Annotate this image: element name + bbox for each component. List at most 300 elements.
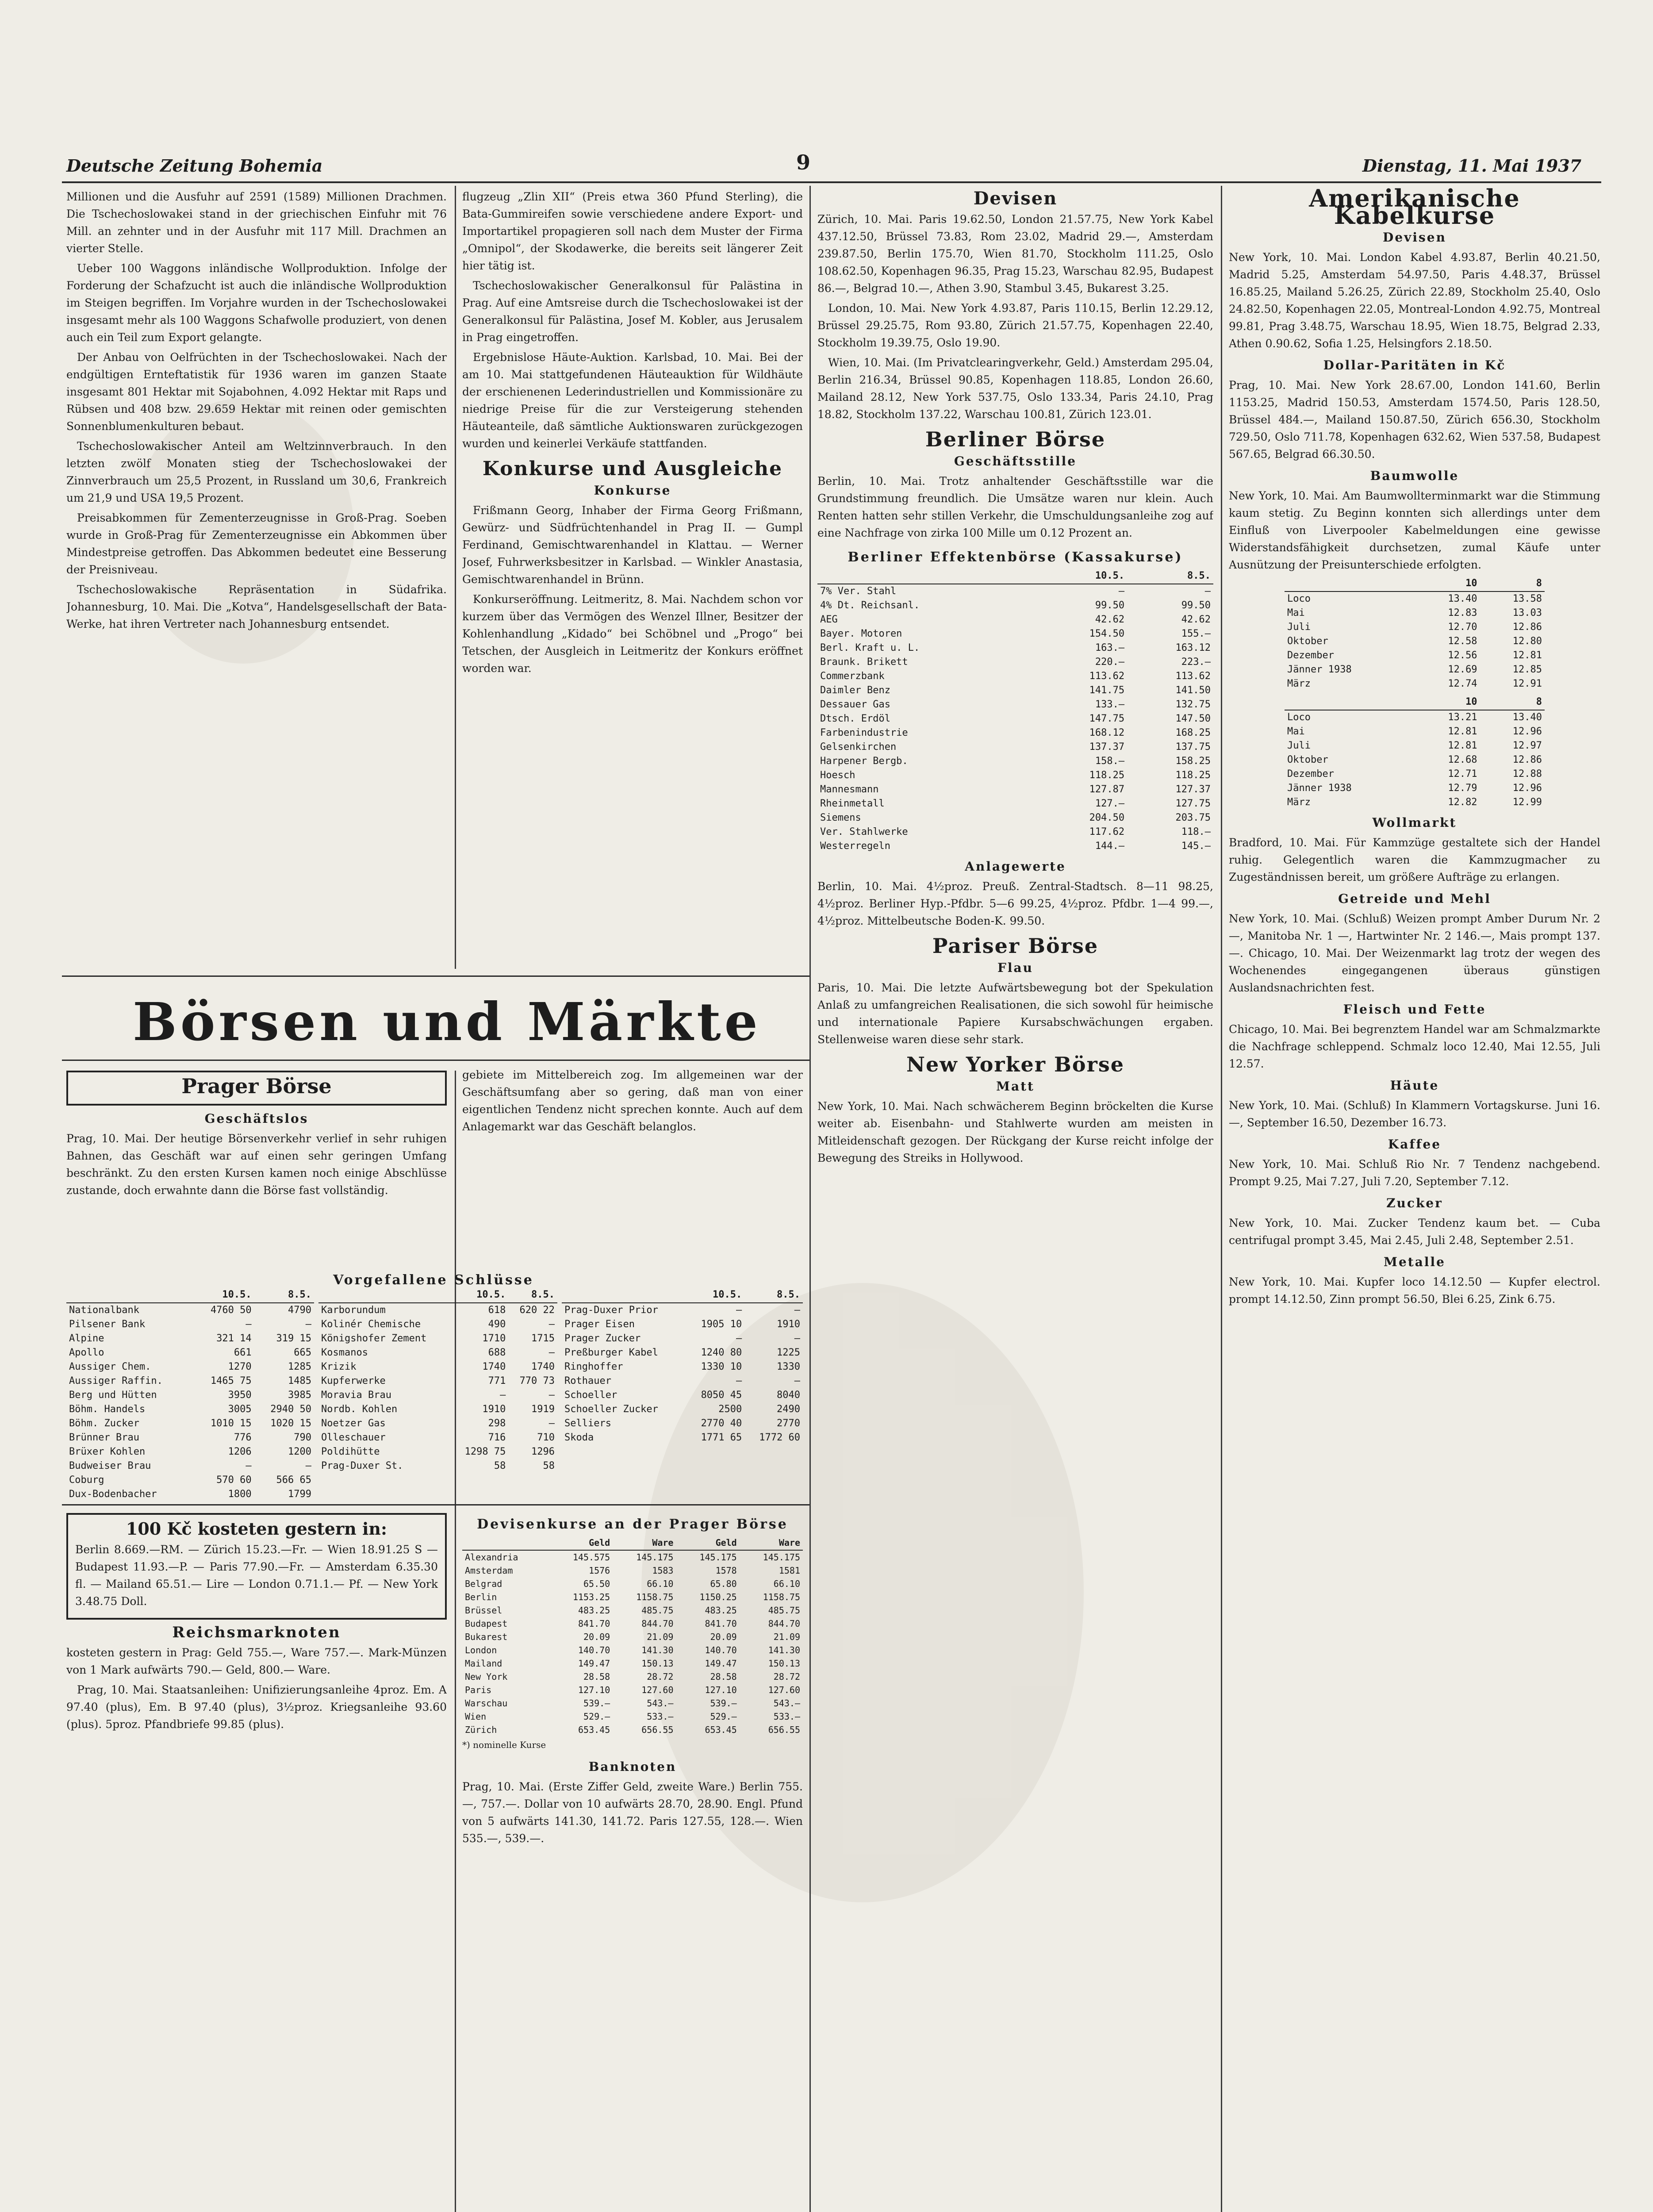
cell-value: 13.21 [1448,712,1477,723]
cell-value: — [1204,586,1211,597]
cell-value: 656.55 [641,1724,674,1735]
table-row [1285,781,1545,795]
table-row [817,712,1213,726]
table-header [1285,695,1415,710]
table-row [1285,591,1545,606]
table-row [562,1332,803,1346]
table-header: 10.5. [687,1287,745,1303]
cell-value: 529.— [710,1711,737,1722]
row-label: Skoda [564,1432,594,1443]
cell-value: 65.50 [583,1578,610,1589]
cell-value: 3985 [288,1390,311,1401]
cell-value: 12.99 [1512,797,1542,808]
row-label: Oktober [1287,636,1328,647]
row-label: Mai [1287,607,1305,618]
article-paragraph: Frißmann Georg, Inhaber der Firma Georg Frißmann, Gewürz- und Südfrüchtenhandel in Prag II. — Gumpl Ferdinand, Gemischtwarenhandel in Klattau. — Werner Josef, Fuhrwerksbesitzer in Karlsbad. — Winkler Anastasia, Gemischtwarenhandel in Brünn. [462,504,803,586]
cell-value: 28.58 [583,1671,610,1682]
cell-value: 298 [488,1418,506,1429]
table-row [318,1332,557,1346]
cell-value: 1740 [482,1361,506,1372]
table-row [66,1346,314,1360]
cell-value: 145.175 [636,1552,674,1563]
section-subheading: Fleisch und Fette [1343,1002,1486,1017]
row-label: Kolinér Chemische [321,1319,421,1330]
table-row [462,1670,803,1683]
cell-value: 790 [294,1432,311,1443]
schluesse-table-2 [318,1287,557,1500]
table-row [817,669,1213,684]
row-label: Aussiger Chem. [69,1361,151,1372]
prager-boerse-box [66,1071,447,1106]
row-label: Bayer. Motoren [820,628,902,639]
cell-value: 12.86 [1512,754,1542,765]
section-subheading: Zucker [1386,1196,1443,1210]
table-row [817,797,1213,811]
row-label: Coburg [69,1475,104,1486]
row-label: Karborundum [321,1305,386,1316]
table-row [66,1374,314,1388]
row-label: Farbenindustrie [820,727,908,738]
cell-value: 28.72 [647,1671,674,1682]
row-label: Westerregeln [820,841,890,852]
table-header: 10 [1415,695,1480,710]
cell-value: 145.175 [699,1552,737,1563]
cell-value: 20.09 [583,1632,610,1642]
section-subheading: Kaffee [1388,1137,1442,1152]
table-row [318,1346,557,1360]
article-paragraph: Berlin, 10. Mai. 4½proz. Preuß. Zentral-Stadtsch. 8—11 98.25, 4½proz. Berliner Hyp.-Pfdbr. 5—6 99.25, 4½proz. Pfdbr. 1—4 99.—, 4½proz. Mittelbeutsche Boden-K. 99.50. [817,880,1213,927]
cell-value: 28.58 [710,1671,737,1682]
cell-value: 223.— [1181,657,1211,668]
table-header [318,1287,453,1303]
cell-value: 28.72 [773,1671,800,1682]
cell-value: 2770 40 [701,1418,742,1429]
cell-value: — [548,1418,555,1429]
cell-value: 118.— [1181,826,1211,837]
cell-value: 141.50 [1175,685,1211,696]
article-paragraph: Tschechoslowakische Repräsentation in Südafrika. Johannesburg, 10. Mai. Die „Kotva“, Handelsgesellschaft der Bata-Werke, hat ihren Vertreter nach Johannesburg entsendet. [66,583,447,630]
cell-value: 1800 [228,1489,252,1500]
cell-value: 113.62 [1089,671,1125,682]
cell-value: — [548,1390,555,1401]
row-label: Mailand [465,1658,502,1669]
cell-value: 13.40 [1448,593,1477,604]
row-label: Kosmanos [321,1347,368,1358]
section-subheading: Dollar-Paritäten in Kč [1323,358,1506,373]
table-row [462,1590,803,1604]
section-heading: New Yorker Börse [906,1052,1125,1076]
cell-value: 66.10 [773,1578,800,1589]
cell-value: 12.97 [1512,740,1542,751]
cell-value: 13.40 [1512,712,1542,723]
article-paragraph: Prag, 10. Mai. (Erste Ziffer Geld, zweite Ware.) Berlin 755.—, 757.—. Dollar von 10 aufwärts 28.70, 28.90. Engl. Pfund von 5 aufwärts 141.30, 141.72. Paris 127.55, 128.—. Wien 535.—, 539.—. [462,1780,803,1845]
row-label: Braunk. Brikett [820,657,908,668]
table-header: 8.5. [254,1287,314,1303]
article-paragraph: New York, 10. Mai. (Schluß) Weizen prompt Amber Durum Nr. 2 —, Manitoba Nr. 1 —, Hartwinter Nr. 2 146.—, Mais prompt 137.—. Chicago, 10. Mai. Der Weizenmarkt lag trotz der wegen des Wochenendes eingegangenen überaus günstigen Auslandsnachrichten fest. [1229,912,1600,994]
cell-value: — [245,1319,252,1330]
cell-value: 490 [488,1319,506,1330]
cell-value: 1010 15 [210,1418,252,1429]
effekten-title: Berliner Effektenbörse (Kassakurse) [848,549,1183,565]
devisenkurse-section [462,1509,803,2212]
cell-value: 529.— [583,1711,610,1722]
article-paragraph: Wien, 10. Mai. (Im Privatclearingverkehr, Geld.) Amsterdam 295.04, Berlin 216.34, Brüssel 90.85, Kopenhagen 118.85, London 26.60, Mailand 28.12, New York 537.75, Oslo 133.34, Paris 24.10, Prag 18.82, Stockholm 137.22, Warschau 100.81, Zürich 123.01. [817,356,1213,421]
row-label: Preßburger Kabel [564,1347,658,1358]
cell-value: 99.50 [1095,600,1125,611]
table-header: 10.5. [1041,568,1127,584]
table-row [1285,753,1545,767]
table-header [562,1287,687,1303]
cell-value: 618 [488,1305,506,1316]
row-label: Schoeller [564,1390,617,1401]
cell-value: 543.— [773,1698,800,1709]
table-row [1285,634,1545,649]
cell-value: 485.75 [641,1605,674,1616]
cell-value: 12.85 [1512,664,1542,675]
row-label: Commerzbank [820,671,885,682]
section-heading: Pariser Börse [932,934,1099,958]
row-label: Moravia Brau [321,1390,391,1401]
row-label: Prag-Duxer St. [321,1460,403,1471]
table-header: 10.5. [194,1287,254,1303]
row-label: Nordb. Kohlen [321,1404,398,1415]
table-row [817,599,1213,613]
cell-value: 1020 15 [270,1418,311,1429]
table-row [817,726,1213,740]
column-divider [455,186,456,969]
table-row [318,1360,557,1374]
table-row [562,1402,803,1417]
section-subheading: Flau [997,960,1033,975]
column-divider [455,1071,456,2212]
cell-value: — [245,1460,252,1471]
date-line: Dienstag, 11. Mai 1937 [1362,156,1582,176]
cell-value: 12.81 [1448,740,1477,751]
row-label: 7% Ver. Stahl [820,586,897,597]
cell-value: 1158.75 [636,1592,674,1602]
table-row [817,768,1213,783]
section-subheading: Reichsmarknoten [172,1624,341,1641]
kc-box [66,1513,447,1620]
table-header: 10 [1415,576,1480,591]
cell-value: 1740 [531,1361,555,1372]
article-paragraph: Prag, 10. Mai. New York 28.67.00, London 141.60, Berlin 1153.25, Madrid 150.53, Amsterdam 1574.50, Paris 128.50, Brüssel 484.—, Mailand 150.87.50, Zürich 656.30, Stockholm 729.50, Oslo 711.78, Kopenhagen 632.62, Wien 537.58, Budapest 567.65, Belgrad 66.30.50. [1229,379,1600,461]
table-row [817,627,1213,641]
cell-value: 485.75 [768,1605,800,1616]
row-label: Warschau [465,1698,508,1709]
schluesse-title: Vorgefallene Schlüsse [333,1272,534,1288]
cell-value: 12.81 [1448,726,1477,737]
table-row [462,1644,803,1657]
cell-value: 12.69 [1448,664,1477,675]
table-header: 8.5. [508,1287,557,1303]
section-subheading: Geschäftsstille [954,454,1077,469]
cell-value: 132.75 [1175,699,1211,710]
article-paragraph: Tschechoslowakischer Generalkonsul für Palästina in Prag. Auf eine Amtsreise durch die Tschechoslowakei ist der Generalkonsul für Palästina, Josef M. Kobler, aus Jerusalem in Prag eingetroffen. [462,279,803,344]
cell-value: 710 [537,1432,555,1443]
cell-value: 145.— [1181,841,1211,852]
cell-value: 656.55 [768,1724,800,1735]
cell-value: 147.50 [1175,713,1211,724]
table-row [1285,649,1545,663]
row-label: Ver. Stahlwerke [820,826,908,837]
table-row [66,1445,314,1459]
row-label: Prager Eisen [564,1319,635,1330]
cell-value: 4790 [288,1305,311,1316]
cell-value: 12.96 [1512,783,1542,794]
table-row [462,1617,803,1630]
table-row [318,1445,557,1459]
row-label: Alpine [69,1333,104,1344]
cell-value: 1910 [482,1404,506,1415]
cell-value: 1905 10 [701,1319,742,1330]
row-label: Noetzer Gas [321,1418,386,1429]
cell-value: 158.— [1095,756,1125,767]
table-row [817,825,1213,839]
prager-boerse-title: Prager Börse [181,1074,332,1098]
cell-value: 12.56 [1448,650,1477,661]
cell-value: 163.— [1095,642,1125,653]
kabelkurse-title: Amerikanische Kabelkurse [1309,188,1520,230]
table-row [462,1723,803,1736]
cell-value: 127.37 [1175,784,1211,795]
table-row [462,1550,803,1564]
cell-value: 127.75 [1175,798,1211,809]
row-label: London [465,1645,497,1655]
table-header [1285,576,1415,591]
row-label: Harpener Bergb. [820,756,908,767]
article-paragraph: Millionen und die Ausfuhr auf 2591 (1589) Millionen Drachmen. Die Tschechoslowakei stand in der griechischen Einfuhr mit 76 Mill. an zehnter und in der Ausfuhr mit 117 Mill. Drachmen an vierter Stelle. [66,190,447,255]
article-paragraph: New York, 10. Mai. Nach schwächerem Beginn bröckelten die Kurse weiter ab. Eisenbahn- und Stahlwerte wurden am meisten in Mitleidenschaft gezogen. Der Rückgang der Kurse reicht infolge der Bewegung des Streiks in Hollywood. [817,1100,1213,1164]
cell-value: 1298 75 [464,1446,506,1457]
table-row [1285,606,1545,620]
prager-boerse-intro [66,1066,447,1261]
cell-value: 844.70 [641,1618,674,1629]
table-row [817,740,1213,754]
cell-value: 2770 [777,1418,800,1429]
cell-value: 58 [543,1460,555,1471]
article-paragraph: kosteten gestern in Prag: Geld 755.—, Ware 757.—. Mark-Münzen von 1 Mark aufwärts 790.— Geld, 800.— Ware. [66,1646,447,1676]
table-row [562,1374,803,1388]
cell-value: 137.37 [1089,741,1125,753]
column-1-lower [66,1509,447,2212]
table-row [318,1417,557,1431]
cell-value: 12.79 [1448,783,1477,794]
cell-value: 118.25 [1175,770,1211,781]
cell-value: 3005 [228,1404,252,1415]
section-subheading: Getreide und Mehl [1338,891,1491,906]
row-label: Juli [1287,622,1311,633]
table-header [462,1536,549,1550]
row-label: Siemens [820,812,861,823]
table-row [66,1459,314,1473]
table-row [462,1697,803,1710]
cell-value: 1330 10 [701,1361,742,1372]
cell-value: 653.45 [705,1724,737,1735]
column-1-upper [66,188,447,967]
row-label: Hoesch [820,770,855,781]
cell-value: 147.75 [1089,713,1125,724]
table-row [66,1473,314,1487]
row-label: Budapest [465,1618,508,1629]
cell-value: 716 [488,1432,506,1443]
cell-value: — [1118,586,1125,597]
section-subheading: Wollmarkt [1372,815,1457,830]
row-label: Amsterdam [465,1565,513,1576]
article-paragraph: New York, 10. Mai. (Schluß) In Klammern Vortagskurse. Juni 16.—, September 16.50, Dezember 16.73. [1229,1099,1600,1129]
cell-value: — [305,1460,311,1471]
table-header: 8 [1480,576,1545,591]
cell-value: 1285 [288,1361,311,1372]
cell-value: 144.— [1095,841,1125,852]
row-label: Dezember [1287,650,1334,661]
cell-value: 771 [488,1375,506,1386]
cell-value: 12.74 [1448,678,1477,689]
row-label: Prag-Duxer Prior [564,1305,658,1316]
cell-value: 12.70 [1448,622,1477,633]
table-row [66,1360,314,1374]
cell-value: 661 [234,1347,252,1358]
cell-value: — [305,1319,311,1330]
article-paragraph: Paris, 10. Mai. Die letzte Aufwärtsbewegung bot der Spekulation Anlaß zu umfangreichen Realisationen, die sich sowohl für heimische und internationale Papiere Kursabschwächungen ergaben. Stellenweise waren diese sehr stark. [817,981,1213,1046]
cell-value: 42.62 [1181,614,1211,625]
table-row [66,1431,314,1445]
table-row [462,1604,803,1617]
table-header [66,1287,194,1303]
cell-value: 163.12 [1175,642,1211,653]
cell-value: 140.70 [578,1645,610,1655]
cell-value: 154.50 [1089,628,1125,639]
article-paragraph: Prag, 10. Mai. Der heutige Börsenverkehr verlief in sehr ruhigen Bahnen, das Geschäft war auf einen sehr geringen Umfang beschränkt. Zu den ersten Kursen kamen noch einige Abschlüsse zustande, doch erwahnte dann die Börse fast vollständig. [66,1132,447,1197]
cell-value: 42.62 [1095,614,1125,625]
article-paragraph: Chicago, 10. Mai. Bei begrenztem Handel war am Schmalzmarkte die Nachfrage schleppend. Schmalz loco 12.40, Mai 12.55, Juli 12.57. [1229,1023,1600,1070]
column-3 [817,188,1213,2212]
cell-value: 127.10 [578,1685,610,1695]
table-row [462,1564,803,1577]
cell-value: — [794,1375,800,1386]
cell-value: 1799 [288,1489,311,1500]
table-header: Ware [740,1536,803,1550]
column-4 [1229,188,1600,2212]
row-label: AEG [820,614,838,625]
section-subheading: Häute [1390,1078,1439,1093]
table-row [318,1431,557,1445]
cell-value: 141.30 [768,1645,800,1655]
header-rule [62,181,1601,183]
cell-value: 1581 [779,1565,800,1576]
row-label: Nationalbank [69,1305,139,1316]
cell-value: 118.25 [1089,770,1125,781]
table-row [66,1417,314,1431]
row-label: Ringhoffer [564,1361,623,1372]
row-label: Loco [1287,712,1311,723]
prager-boerse-continued [462,1066,803,1261]
cell-value: 12.68 [1448,754,1477,765]
row-label: Selliers [564,1418,611,1429]
cell-value: 3950 [228,1390,252,1401]
row-label: Mai [1287,726,1305,737]
cell-value: 1578 [715,1565,737,1576]
cell-value: 1772 60 [759,1432,800,1443]
table-row [817,811,1213,825]
article-paragraph: Preisabkommen für Zementerzeugnisse in Groß-Prag. Soeben wurde in Groß-Prag für Zementerzeugnisse ein Abkommen über Mindestpreise getroffen. Das Abkommen bedeutet eine Besserung der Preisniveau. [66,511,447,576]
row-label: Dezember [1287,768,1334,780]
article-paragraph: Ueber 100 Waggons inländische Wollproduktion. Infolge der Forderung der Schafzucht ist auch die inländische Wollproduktion im Steigen begriffen. Im Vorjahre wurden in der Tschechoslowakei insgesamt mehr als 100 Waggons Schafwolle produziert, von denen auch ein Teil zum Export gelangte. [66,262,447,344]
row-label: New York [465,1671,508,1682]
row-label: Kupferwerke [321,1375,386,1386]
table-row [66,1487,314,1500]
section-subheading: Geschäftslos [204,1111,309,1126]
cell-value: 539.— [710,1698,737,1709]
section-rule [62,975,809,977]
row-label: Brüxer Kohlen [69,1446,146,1457]
table-row [1285,725,1545,739]
cell-value: 841.70 [705,1618,737,1629]
table-header: Geld [549,1536,613,1550]
row-label: Mannesmann [820,784,879,795]
cell-value: 844.70 [768,1618,800,1629]
cell-value: 1485 [288,1375,311,1386]
table-row [462,1657,803,1670]
row-label: Belgrad [465,1578,502,1589]
article-paragraph: flugzeug „Zlin XII“ (Preis etwa 360 Pfund Sterling), die Bata-Gummireifen sowie verschiedene andere Export- und Importartikel propagieren soll nach dem Muster der Firma „Omnipol“, der Skodawerke, die bereits seit längerer Zeit hier tätig ist. [462,190,803,272]
table-row [66,1303,314,1317]
cell-value: 1158.75 [763,1592,800,1602]
table-row [66,1332,314,1346]
table-row [562,1360,803,1374]
cell-value: 12.88 [1512,768,1542,780]
kc-box-text: Berlin 8.669.—RM. — Zürich 15.23.—Fr. — Wien 18.91.25 S — Budapest 11.93.—P. — Paris 77.90.—Fr. — Amsterdam 6.35.30 fl. — Mailand 65.51.— Lire — London 0.71.1.— Pf. — New York 3.48.75 Doll. [75,1543,438,1608]
cell-value: — [548,1347,555,1358]
row-label: Böhm. Zucker [69,1418,139,1429]
table-header: Geld [676,1536,739,1550]
cell-value: 8050 45 [701,1390,742,1401]
cell-value: 149.47 [705,1658,737,1669]
table-row [817,684,1213,698]
cell-value: 1710 [482,1333,506,1344]
cell-value: 533.— [647,1711,674,1722]
cell-value: 1270 [228,1361,252,1372]
cell-value: 1465 75 [210,1375,252,1386]
row-label: Bukarest [465,1632,508,1642]
cell-value: 141.30 [641,1645,674,1655]
page-number: 9 [796,150,811,174]
row-label: Rheinmetall [820,798,885,809]
cell-value: 133.— [1095,699,1125,710]
boersen-title: Börsen und Märkte [133,991,761,1052]
table-header: 8.5. [744,1287,803,1303]
table-row [817,839,1213,853]
cell-value: 1715 [531,1333,555,1344]
cell-value: 2940 50 [270,1404,311,1415]
cell-value: 13.03 [1512,607,1542,618]
cell-value: 12.81 [1512,650,1542,661]
cell-value: 539.— [583,1698,610,1709]
section-subheading: Anlagewerte [965,859,1066,874]
cell-value: 8040 [777,1390,800,1401]
cell-value: 12.71 [1448,768,1477,780]
cell-value: 2490 [777,1404,800,1415]
table-row [462,1577,803,1590]
cell-value: 570 60 [216,1475,252,1486]
cell-value: 58 [494,1460,506,1471]
devisenkurse-title: Devisenkurse an der Prager Börse [477,1517,788,1532]
table-row [817,613,1213,627]
cell-value: 483.25 [578,1605,610,1616]
row-label: Schoeller Zucker [564,1404,658,1415]
row-label: Dtsch. Erdöl [820,713,890,724]
table-row [562,1346,803,1360]
